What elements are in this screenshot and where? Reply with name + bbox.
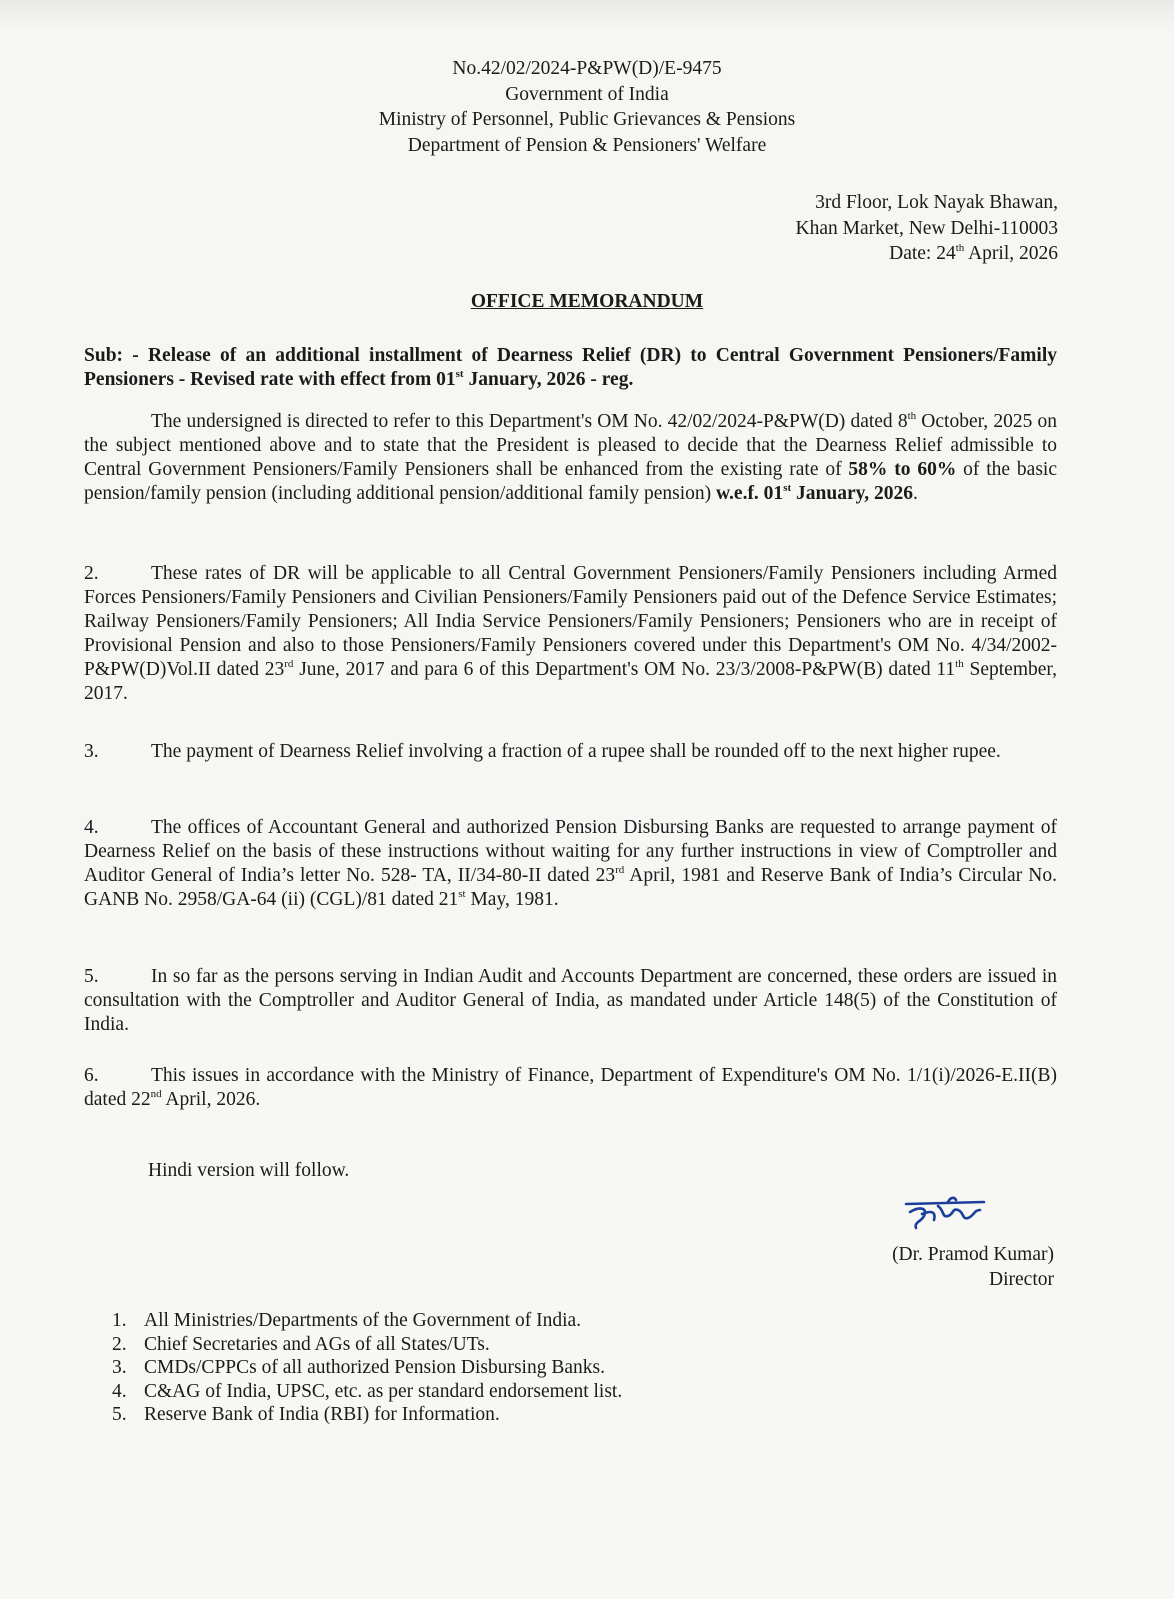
p1-text-3: of the basic pension/family pension (including additional pension/additional family pension) xyxy=(84,459,1057,504)
p1-effective-2: January, 2026 xyxy=(791,483,914,504)
subject-text-2: January, 2026 - reg. xyxy=(463,369,634,390)
address-line-2: Khan Market, New Delhi-110003 xyxy=(795,217,1058,239)
letterhead xyxy=(0,56,1174,158)
p1-effective-1: w.e.f. 01 xyxy=(716,483,784,504)
p2-text-3: September, 2017. xyxy=(84,659,1057,704)
p4-sup-1: rd xyxy=(615,864,625,876)
distribution-list xyxy=(112,1309,622,1427)
p4-number: 4. xyxy=(84,817,99,838)
p2-text-2: June, 2017 and para 6 of this Department's OM No. 23/3/2008-P&PW(B) dated 11 xyxy=(293,659,956,680)
p4-text-2: April, 1981 and Reserve Bank of India’s Circular No. GANB No. 2958/GA-64 (ii) (CGL)/81 dated 21 xyxy=(84,865,1057,910)
government-line: Government of India xyxy=(505,83,669,105)
signatory-name: (Dr. Pramod Kumar) xyxy=(892,1244,1054,1265)
p4-sup-2: st xyxy=(458,888,466,900)
signature-icon xyxy=(902,1188,992,1238)
list-item-text: Chief Secretaries and AGs of all States/UTs. xyxy=(144,1333,490,1355)
list-item xyxy=(112,1380,622,1404)
signatory-block xyxy=(892,1242,1054,1292)
p4-text-3: May, 1981. xyxy=(465,889,559,910)
subject-line xyxy=(84,344,1057,392)
p2-number: 2. xyxy=(84,563,99,584)
list-item-text: CMDs/CPPCs of all authorized Pension Disbursing Banks. xyxy=(144,1357,605,1378)
memo-title: OFFICE MEMORANDUM xyxy=(470,291,704,312)
paragraph-6 xyxy=(84,1064,1057,1112)
list-item-text: C&AG of India, UPSC, etc. as per standard endorsement list. xyxy=(144,1380,623,1402)
p5-text-1: In so far as the persons serving in Indian Audit and Accounts Department are concerned, these orders are issued in consultation with the Comptroller and Auditor General of India, as mandated under Article 148(5) of the Constitution of India. xyxy=(84,966,1057,1035)
hindi-version-note: Hindi version will follow. xyxy=(148,1160,350,1181)
paragraph-2 xyxy=(84,562,1057,706)
p3-number: 3. xyxy=(84,741,99,762)
p2-sup-1: rd xyxy=(284,658,294,670)
date-suffix: April, 2026 xyxy=(964,243,1058,264)
list-item xyxy=(112,1333,622,1357)
p1-text-2: October, 2025 on the subject mentioned above and to state that the President is pleased to decide that the Dearness Relief admissible to Central Government Pensioners/Family Pensioners shall be enhanced from the existing rate of xyxy=(84,411,1057,480)
list-item xyxy=(112,1309,622,1333)
p2-text-1: These rates of DR will be applicable to all Central Government Pensioners/Family Pensioners including Armed Forces Pensioners/Family Pensioners and Civilian Pensioners/Family Pensioners paid out of the Defence Service Estimates; Railway Pensioners/Family Pensioners; All India Service Pensioners/Family Pensioners; Pensioners who are in receipt of Provisional Pension and also to those Pensioners/Family Pensioners covered under this Department's OM No. 4/34/2002-P&PW(D)Vol.II dated 23 xyxy=(84,563,1057,680)
ministry-line: Ministry of Personnel, Public Grievances & Pensions xyxy=(378,109,796,130)
list-item-text: Reserve Bank of India (RBI) for Information. xyxy=(144,1404,500,1425)
p2-sup-2: th xyxy=(955,658,964,670)
p6-text-1: This issues in accordance with the Ministry of Finance, Department of Expenditure's OM No. 1/1(i)/2026-E.II(B) dated 22 xyxy=(84,1065,1057,1110)
list-item-number: 1. xyxy=(112,1310,127,1331)
p6-sup-1: nd xyxy=(150,1088,162,1100)
subject-text-1: Sub: - Release of an additional installment of Dearness Relief (DR) to Central Government Pensioners/Family Pensioners - Revised rate with effect from 01 xyxy=(84,345,1057,390)
department-line: Department of Pension & Pensioners' Welfare xyxy=(407,134,767,156)
signatory-designation: Director xyxy=(989,1269,1054,1290)
list-item-number: 4. xyxy=(112,1380,127,1402)
subject-sup: st xyxy=(455,368,464,380)
list-item xyxy=(112,1356,622,1380)
list-item-number: 3. xyxy=(112,1357,127,1378)
date-prefix: Date: 24 xyxy=(889,243,956,264)
p6-number: 6. xyxy=(84,1065,99,1086)
p4-text-1: The offices of Accountant General and authorized Pension Disbursing Banks are requested to arrange payment of Dearness Relief on the basis of these instructions without waiting for any further instructions in view of Comptroller and Auditor General of India’s letter No. 528- TA, II/34-80-II dated 23 xyxy=(84,817,1057,886)
p1-sup-1: th xyxy=(907,410,917,422)
p5-number: 5. xyxy=(84,966,99,987)
p1-text-1: The undersigned is directed to refer to this Department's OM No. 42/02/2024-P&PW(D) dated 8 xyxy=(151,411,908,432)
office-address xyxy=(796,190,1058,267)
file-number: No.42/02/2024-P&PW(D)/E-9475 xyxy=(452,58,722,79)
memo-date xyxy=(796,241,1058,267)
address-line-1: 3rd Floor, Lok Nayak Bhawan, xyxy=(815,192,1058,213)
paragraph-5 xyxy=(84,965,1057,1037)
paragraph-1 xyxy=(84,410,1057,506)
p1-sup-2: st xyxy=(783,482,792,494)
list-item-text: All Ministries/Departments of the Government of India. xyxy=(144,1310,582,1331)
p6-text-2: April, 2026. xyxy=(161,1089,261,1110)
paragraph-3 xyxy=(84,740,1057,764)
p1-rate-change: 58% to 60% xyxy=(848,459,957,480)
date-sup: th xyxy=(955,242,965,254)
list-item xyxy=(112,1403,622,1427)
p3-text-1: The payment of Dearness Relief involving a fraction of a rupee shall be rounded off to the next higher rupee. xyxy=(151,741,1001,762)
paragraph-4 xyxy=(84,816,1057,912)
list-item-number: 5. xyxy=(112,1404,127,1425)
list-item-number: 2. xyxy=(112,1333,127,1355)
p1-text-4: . xyxy=(913,483,918,504)
